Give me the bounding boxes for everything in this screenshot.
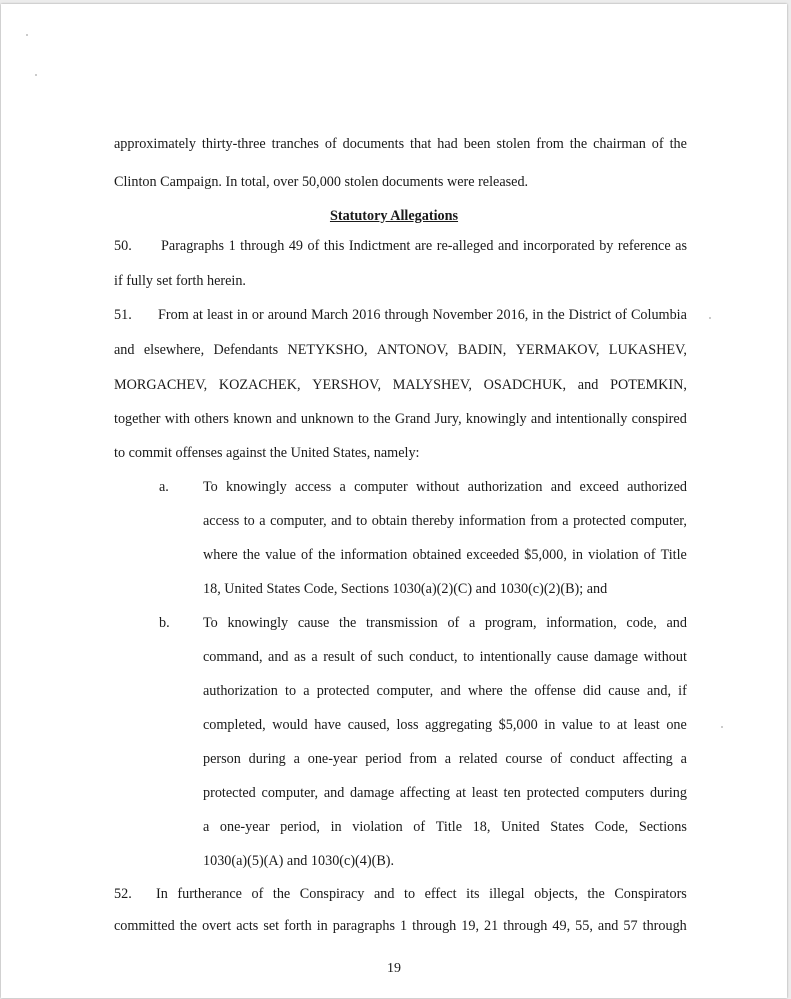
section-heading: Statutory Allegations xyxy=(329,208,459,224)
word: and xyxy=(373,886,395,902)
text-line: to commit offenses against the United States, namely: xyxy=(114,445,420,461)
word: and xyxy=(268,649,289,665)
word: paragraphs xyxy=(332,918,396,934)
word: information xyxy=(458,513,526,529)
word: and xyxy=(597,918,619,934)
word: one xyxy=(666,717,687,733)
word: YERMAKOV, xyxy=(515,342,600,358)
word: 2016, xyxy=(496,307,529,323)
word: a xyxy=(259,513,266,529)
word: 49, xyxy=(552,918,571,934)
word: command, xyxy=(203,649,263,665)
word: and xyxy=(666,615,687,631)
word: the xyxy=(339,615,357,631)
word: From xyxy=(158,307,189,323)
word: of xyxy=(643,547,656,563)
word: to xyxy=(357,411,369,427)
word: value xyxy=(265,547,296,563)
word: during xyxy=(248,751,286,767)
word: unknown xyxy=(300,411,354,427)
word: Jury, xyxy=(434,411,462,427)
word: the xyxy=(373,411,391,427)
word: Code, xyxy=(594,819,629,835)
word: by xyxy=(599,238,614,254)
word: the xyxy=(587,886,605,902)
word: have xyxy=(314,717,342,733)
word: Columbia xyxy=(630,307,687,323)
word: in xyxy=(544,717,556,733)
word: March xyxy=(311,307,349,323)
word: would xyxy=(272,717,308,733)
word: and xyxy=(331,513,352,529)
word: from xyxy=(409,751,437,767)
word: at xyxy=(455,785,467,801)
word: BADIN, xyxy=(457,342,507,358)
word: ten xyxy=(503,785,521,801)
word: YERSHOV, xyxy=(312,377,381,393)
paragraph-number: 52. xyxy=(114,886,132,902)
word: in xyxy=(236,307,248,323)
word: States xyxy=(550,819,585,835)
word: In xyxy=(156,886,168,902)
word: authorization xyxy=(203,683,278,699)
word: without xyxy=(643,649,687,665)
word: District xyxy=(568,307,612,323)
word: a xyxy=(293,751,300,767)
word: violation xyxy=(588,547,639,563)
word: the xyxy=(569,136,588,152)
word: a xyxy=(444,751,452,767)
word: 1 xyxy=(228,238,236,254)
word: a xyxy=(562,513,569,529)
word: together xyxy=(114,411,161,427)
word: loss xyxy=(396,717,419,733)
word: Sections xyxy=(638,819,687,835)
word: to xyxy=(404,886,416,902)
word: and xyxy=(530,411,552,427)
list-item-label: b. xyxy=(159,615,170,631)
word: To xyxy=(203,479,218,495)
word: incorporated xyxy=(522,238,595,254)
word: and xyxy=(114,342,135,358)
word: computer xyxy=(354,479,408,495)
word: thirty-three xyxy=(201,136,266,152)
word: to xyxy=(599,717,611,733)
word: at xyxy=(616,717,628,733)
word: of xyxy=(550,751,563,767)
word: tranches xyxy=(271,136,319,152)
paragraph-number: 51. xyxy=(114,307,132,323)
scan-speck xyxy=(26,34,28,36)
word: or xyxy=(251,307,264,323)
word: KOZACHEK, xyxy=(218,377,301,393)
word: forth xyxy=(284,918,312,934)
word: one-year xyxy=(307,751,358,767)
word: the xyxy=(317,547,336,563)
text-line xyxy=(203,784,687,802)
word: and xyxy=(276,411,297,427)
word: of xyxy=(307,238,320,254)
word: and, xyxy=(646,683,671,699)
word: set xyxy=(263,918,280,934)
word: least xyxy=(633,717,660,733)
word: from xyxy=(536,136,564,152)
word: without xyxy=(415,479,460,495)
text-line: Clinton Campaign. In total, over 50,000 stolen documents were released. xyxy=(114,174,529,190)
word: reference xyxy=(617,238,671,254)
word: authorized xyxy=(627,479,687,495)
word: through xyxy=(412,918,457,934)
word: damage xyxy=(593,649,639,665)
word: through xyxy=(240,238,285,254)
word: 2016 xyxy=(352,307,381,323)
word: its xyxy=(466,886,480,902)
word: of xyxy=(360,649,373,665)
word: aggregating xyxy=(425,717,493,733)
word: with xyxy=(164,411,190,427)
word: November xyxy=(432,307,493,323)
text-line: 18, United States Code, Sections 1030(a)(2)(C) and 1030(c)(2)(B); and xyxy=(203,581,608,597)
word: computer, xyxy=(270,513,327,529)
word: and xyxy=(550,479,572,495)
word: a xyxy=(203,819,210,835)
word: acts xyxy=(236,918,259,934)
word: protected xyxy=(316,683,370,699)
word: at xyxy=(192,307,203,323)
word: of xyxy=(651,136,664,152)
text-line xyxy=(114,341,687,359)
word: approximately xyxy=(114,136,196,152)
word: NETYKSHO, xyxy=(287,342,368,358)
word: damage xyxy=(350,785,395,801)
list-item-label: a. xyxy=(159,479,169,495)
word: period xyxy=(365,751,402,767)
word: and xyxy=(497,238,519,254)
word: program, xyxy=(484,615,537,631)
word: around xyxy=(267,307,308,323)
word: conduct xyxy=(569,751,615,767)
word: knowingly xyxy=(226,479,287,495)
word: through xyxy=(642,918,687,934)
word: a xyxy=(680,751,687,767)
text-line xyxy=(203,818,687,836)
text-line xyxy=(114,410,687,428)
word: a xyxy=(303,683,310,699)
word: knowingly xyxy=(465,411,527,427)
word: been xyxy=(463,136,491,152)
text-line xyxy=(114,917,687,935)
word: where xyxy=(203,547,238,563)
word: obtain xyxy=(371,513,408,529)
word: this xyxy=(323,238,345,254)
word: 49 xyxy=(288,238,304,254)
word: 1 xyxy=(400,918,408,934)
word: 19, xyxy=(461,918,480,934)
text-line xyxy=(161,237,687,255)
word: objects, xyxy=(534,886,578,902)
word: result xyxy=(323,649,355,665)
word: and xyxy=(323,785,345,801)
word: United xyxy=(500,819,540,835)
word: the xyxy=(242,547,261,563)
word: Indictment xyxy=(348,238,411,254)
word: access xyxy=(295,479,332,495)
word: cause xyxy=(297,615,330,631)
word: through xyxy=(384,307,429,323)
text-line: 1030(a)(5)(A) and 1030(c)(4)(B). xyxy=(203,853,395,869)
text-line xyxy=(158,306,687,324)
word: ANTONOV, xyxy=(376,342,449,358)
word: knowingly xyxy=(227,615,289,631)
word: computers xyxy=(585,785,645,801)
word: Title xyxy=(660,547,687,563)
word: Conspiracy xyxy=(299,886,365,902)
word: and xyxy=(577,377,599,393)
word: of xyxy=(447,615,460,631)
scan-speck xyxy=(709,317,711,319)
word: access xyxy=(203,513,240,529)
word: computer, xyxy=(261,785,319,801)
word: such xyxy=(377,649,404,665)
word: protected xyxy=(573,513,626,529)
word: a xyxy=(468,615,476,631)
word: Paragraphs xyxy=(161,238,225,254)
word: through xyxy=(503,918,548,934)
text-line xyxy=(114,376,687,394)
word: the xyxy=(509,683,528,699)
word: Grand xyxy=(394,411,431,427)
word: one-year xyxy=(219,819,270,835)
word: had xyxy=(437,136,458,152)
word: of xyxy=(301,547,313,563)
word: conduct, xyxy=(409,649,458,665)
word: of xyxy=(251,886,264,902)
word: exceeded xyxy=(466,547,520,563)
word: as xyxy=(294,649,306,665)
word: affecting xyxy=(399,785,451,801)
word: known xyxy=(233,411,272,427)
text-line xyxy=(203,478,687,496)
document-page xyxy=(1,4,787,998)
text-line xyxy=(203,682,687,700)
word: in xyxy=(571,547,583,563)
word: others xyxy=(194,411,229,427)
word: least xyxy=(206,307,233,323)
word: caused, xyxy=(347,717,390,733)
word: that xyxy=(410,136,432,152)
word: MALYSHEV, xyxy=(392,377,472,393)
word: authorization xyxy=(467,479,543,495)
word: a xyxy=(339,479,346,495)
word: to xyxy=(356,513,368,529)
word: 55, xyxy=(575,918,593,934)
word: cause xyxy=(608,683,640,699)
word: documents xyxy=(342,136,405,152)
word: OSADCHUK, xyxy=(483,377,567,393)
word: $5,000 xyxy=(498,717,538,733)
word: are xyxy=(414,238,433,254)
word: to xyxy=(463,649,475,665)
word: cause xyxy=(556,649,589,665)
text-line: if fully set forth herein. xyxy=(114,273,246,289)
text-line xyxy=(203,716,687,734)
word: elsewhere, xyxy=(143,342,205,358)
word: in xyxy=(316,918,328,934)
text-line xyxy=(203,750,687,768)
word: overt xyxy=(202,918,232,934)
word: obtained xyxy=(412,547,462,563)
word: completed, xyxy=(203,717,266,733)
word: in xyxy=(532,307,544,323)
word: a xyxy=(311,649,318,665)
text-line xyxy=(203,648,687,666)
word: the xyxy=(272,886,291,902)
scan-speck xyxy=(35,74,37,76)
word: and xyxy=(440,683,461,699)
word: affecting xyxy=(622,751,673,767)
word: thereby xyxy=(411,513,455,529)
word: Conspirators xyxy=(614,886,687,902)
word: 57 xyxy=(623,918,638,934)
word: POTEMKIN, xyxy=(610,377,687,393)
word: of xyxy=(413,819,426,835)
text-line xyxy=(203,546,687,564)
word: 18, xyxy=(472,819,491,835)
word: from xyxy=(530,513,558,529)
word: To xyxy=(203,615,218,631)
text-line xyxy=(156,885,687,903)
text-line xyxy=(203,512,687,530)
word: the xyxy=(547,307,565,323)
word: where xyxy=(468,683,503,699)
word: course xyxy=(505,751,543,767)
word: computer, xyxy=(630,513,687,529)
word: furtherance xyxy=(177,886,242,902)
word: MORGACHEV, xyxy=(114,377,208,393)
word: value xyxy=(561,717,593,733)
word: protected xyxy=(203,785,256,801)
word: person xyxy=(203,751,241,767)
word: information, xyxy=(546,615,617,631)
word: stolen xyxy=(496,136,531,152)
scan-speck xyxy=(721,726,723,728)
word: protected xyxy=(526,785,580,801)
word: if xyxy=(678,683,687,699)
word: the xyxy=(179,918,198,934)
word: the xyxy=(669,136,687,152)
word: of xyxy=(324,136,337,152)
word: effect xyxy=(424,886,457,902)
word: LUKASHEV, xyxy=(608,342,687,358)
word: during xyxy=(649,785,687,801)
word: least xyxy=(471,785,498,801)
word: as xyxy=(675,238,687,254)
word: of xyxy=(615,307,627,323)
paragraph-number: 50. xyxy=(114,238,132,254)
word: Defendants xyxy=(213,342,279,358)
word: period, xyxy=(280,819,320,835)
word: Title xyxy=(435,819,463,835)
word: information xyxy=(340,547,408,563)
word: chairman xyxy=(593,136,646,152)
word: related xyxy=(458,751,498,767)
word: $5,000, xyxy=(524,547,567,563)
word: offense xyxy=(534,683,576,699)
word: 21 xyxy=(484,918,499,934)
word: intentionally xyxy=(479,649,552,665)
word: to xyxy=(285,683,297,699)
text-line xyxy=(203,614,687,632)
word: re-alleged xyxy=(436,238,494,254)
word: transmission xyxy=(366,615,438,631)
word: computer, xyxy=(376,683,434,699)
word: violation xyxy=(352,819,403,835)
word: intentionally xyxy=(555,411,628,427)
word: in xyxy=(330,819,342,835)
word: committed xyxy=(114,918,175,934)
page-number: 19 xyxy=(387,961,401,976)
word: to xyxy=(243,513,255,529)
word: did xyxy=(582,683,602,699)
text-line xyxy=(114,135,687,153)
word: conspired xyxy=(631,411,687,427)
word: illegal xyxy=(489,886,525,902)
word: code, xyxy=(626,615,657,631)
word: exceed xyxy=(579,479,619,495)
